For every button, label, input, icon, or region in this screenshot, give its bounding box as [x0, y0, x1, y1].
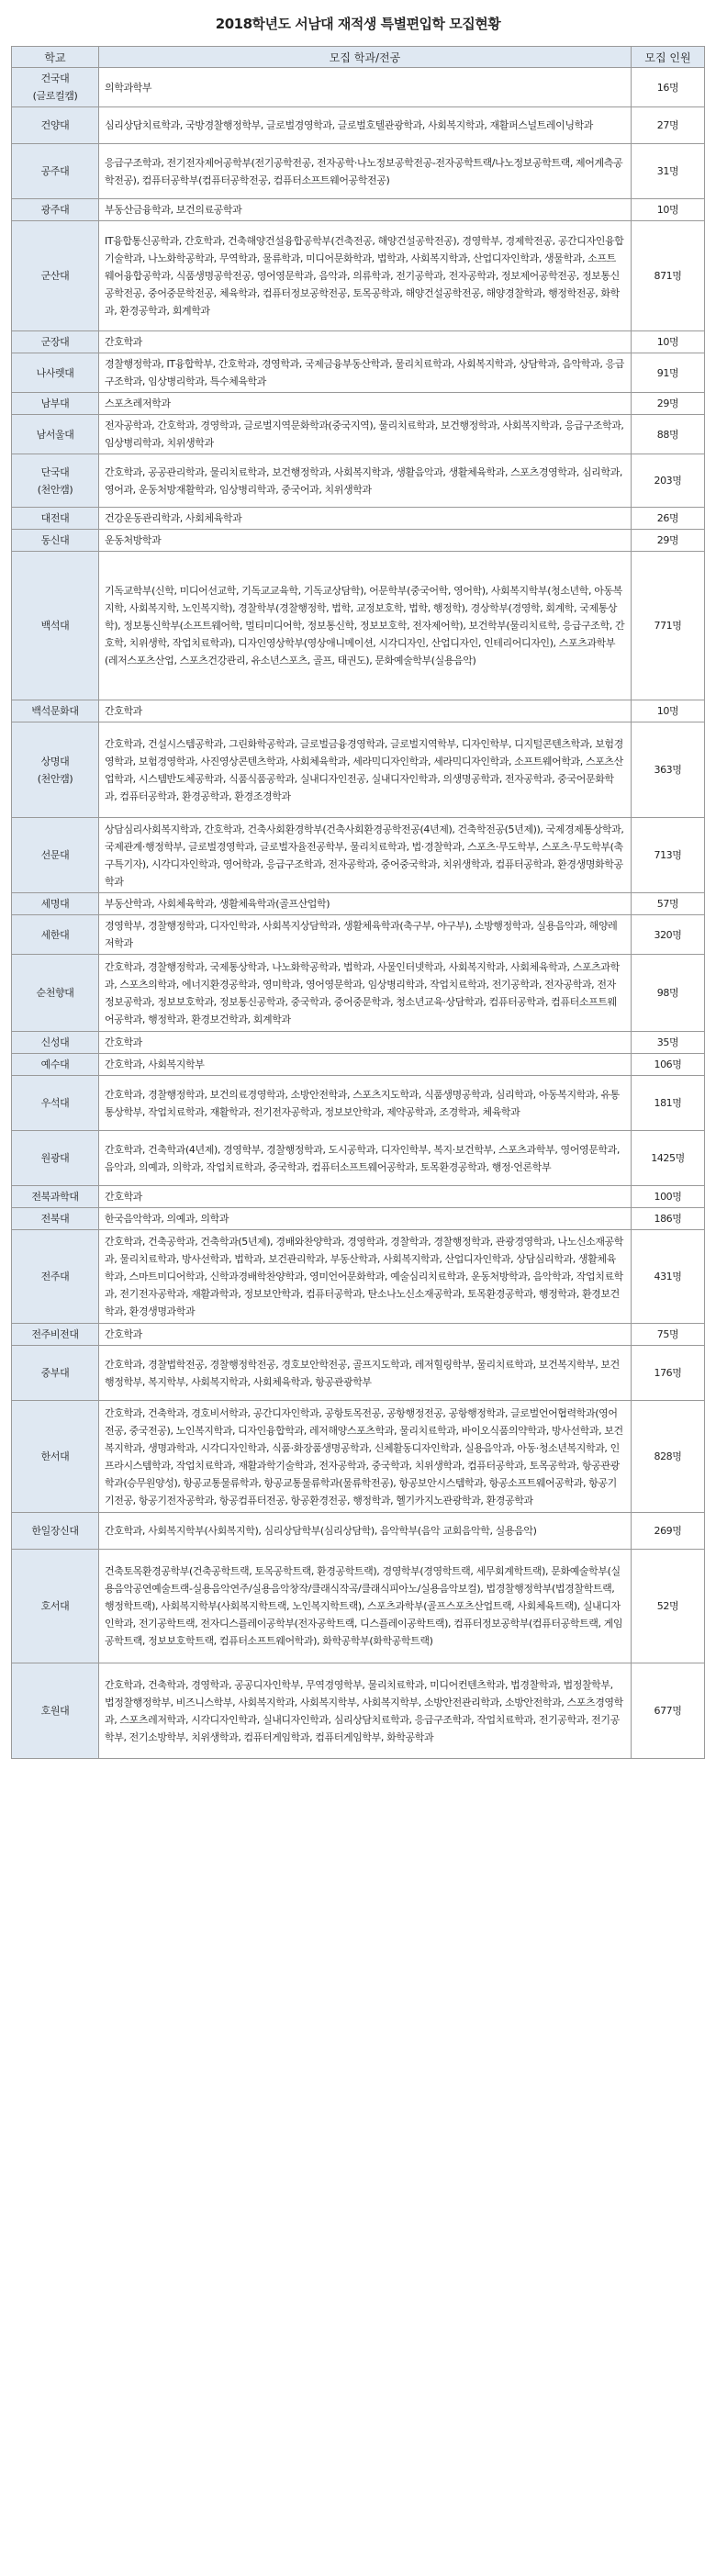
- cell-school: 나사렛대: [12, 353, 99, 393]
- table-row: [12, 1346, 705, 1401]
- table-row: [12, 144, 705, 199]
- cell-school: 전북대: [12, 1208, 99, 1230]
- cell-count: 29명: [632, 393, 705, 415]
- cell-school: 한일장신대: [12, 1513, 99, 1550]
- table-row: [12, 1032, 705, 1054]
- table-row: [12, 415, 705, 454]
- cell-count: 106명: [632, 1054, 705, 1076]
- cell-count: 1425명: [632, 1131, 705, 1186]
- cell-majors: 건축토목환경공학부(건축공학트랙, 토목공학트랙, 환경공학트랙), 경영학부(경영학트랙, 세무회계학트랙), 문화예술학부(실용음악공연예술트랙-실용음악연주/실용음악창작/클래식작곡/클래식피아노/실용음악보컬), 법경찰행정학부(법경찰학트랙, 행정학트랙), 사회복지학부(사회복지학트랙, 노인복지학트랙), 스포츠과학부(골프스포츠산업트랙, 사회체육트랙), 실내디자인학과, 전기공학트랙, 전자디스플레이공학부(전자공학트랙, 디스플레이공학트랙), 컴퓨터정보공학부(컴퓨터공학트랙, 게임공학트랙, 정보보호학트랙, 컴퓨터소프트웨어학과), 화학공학부(화학공학트랙): [99, 1550, 632, 1663]
- cell-school: 세한대: [12, 915, 99, 955]
- cell-school: 대전대: [12, 508, 99, 530]
- cell-majors: 경영학부, 경찰행정학과, 디자인학과, 사회복지상담학과, 생활체육학과(축구부, 야구부), 소방행정학과, 실용음악과, 해양레저학과: [99, 915, 632, 955]
- cell-count: 29명: [632, 530, 705, 552]
- cell-count: 771명: [632, 552, 705, 700]
- cell-count: 100명: [632, 1186, 705, 1208]
- cell-majors: 상담심리사회복지학과, 간호학과, 건축사회환경학부(건축사회환경공학전공(4년제), 건축학전공(5년제)), 국제경제통상학과, 국제관계·행정학부, 글로벌경영학과, 글로벌자율전공학부, 물리치료학과, 법·경찰학과, 스포츠·무도학부, 스포츠·무도학부(축구특기자), 시각디자인학과, 영어학과, 응급구조학과, 전자공학과, 중어중국학과, 치위생학과, 컴퓨터공학과, 환경생명화학공학과: [99, 818, 632, 893]
- cell-school: 백석대: [12, 552, 99, 700]
- cell-majors: 간호학과, 건축학과, 경호비서학과, 공간디자인학과, 공항토목전공, 공항행정전공, 공항행정학과, 글로벌언어협력학과(영어전공, 중국전공), 노인복지학과, 디자인융합학과, 레저해양스포츠학과, 물리치료학과, 바이오식품의약학과, 방사선학과, 보건복지학과, 생명과학과, 시각디자인학과, 식품·화장품생명공학과, 신체활동디자인학과, 실용음악과, 아동·청소년복지학과, 인프라시스템학과, 작업치료학과, 재활과학기술학과, 전자공학과, 중국학과, 치위생학과, 컴퓨터공학과, 토목공학과, 항공관광학과(승무원양성), 항공교통물류학과, 항공교통물류학과(물류학전공), 항공보안시스템학과, 항공소프트웨어공학과, 항공기기전공, 항공기전자공학과, 항공컴퓨터전공, 항공환경전공, 행정학과, 헬기카지노관광학과, 환경공학과: [99, 1401, 632, 1513]
- cell-school: 전주비전대: [12, 1324, 99, 1346]
- cell-majors: 응급구조학과, 전기전자제어공학부(전기공학전공, 전자공학·나노정보공학전공-전자공학트랙/나노정보공학트랙, 제어계측공학전공), 컴퓨터공학부(컴퓨터공학전공, 컴퓨터소프트웨어공학전공): [99, 144, 632, 199]
- cell-count: 10명: [632, 331, 705, 353]
- cell-school: 선문대: [12, 818, 99, 893]
- table-row: [12, 818, 705, 893]
- table-row: [12, 221, 705, 331]
- cell-majors: 전자공학과, 간호학과, 경영학과, 글로벌지역문화학과(중국지역), 물리치료학과, 보건행정학과, 사회복지학과, 응급구조학과, 임상병리학과, 치위생학과: [99, 415, 632, 454]
- table-row: [12, 1550, 705, 1663]
- cell-count: 88명: [632, 415, 705, 454]
- cell-count: 98명: [632, 955, 705, 1032]
- cell-school: 군산대: [12, 221, 99, 331]
- cell-school: 공주대: [12, 144, 99, 199]
- cell-majors: 한국음악학과, 의예과, 의학과: [99, 1208, 632, 1230]
- cell-count: 713명: [632, 818, 705, 893]
- cell-majors: 경찰행정학과, IT융합학부, 간호학과, 경영학과, 국제금융부동산학과, 물리치료학과, 사회복지학과, 상담학과, 음악학과, 응급구조학과, 임상병리학과, 특수체육학과: [99, 353, 632, 393]
- table-row: [12, 508, 705, 530]
- table-row: [12, 1663, 705, 1759]
- table-row: [12, 1513, 705, 1550]
- cell-count: 75명: [632, 1324, 705, 1346]
- cell-count: 677명: [632, 1663, 705, 1759]
- table-row: [12, 199, 705, 221]
- table-row: [12, 454, 705, 508]
- page-title: 2018학년도 서남대 재적생 특별편입학 모집현황: [215, 16, 501, 32]
- table-row: [12, 1131, 705, 1186]
- recruitment-table: [11, 46, 705, 1759]
- header-row: [12, 47, 705, 68]
- table-row: [12, 107, 705, 144]
- cell-count: 52명: [632, 1550, 705, 1663]
- cell-majors: 간호학과, 경찰법학전공, 경찰행정학전공, 경호보안학전공, 골프지도학과, 레저힐링학부, 물리치료학과, 보건복지학부, 보건행정학부, 복지학부, 사회복지학과, 사회체육학과, 항공관광학부: [99, 1346, 632, 1401]
- table-row: [12, 331, 705, 353]
- cell-majors: 간호학과, 건축공학과, 건축학과(5년제), 경배와찬양학과, 경영학과, 경찰학과, 경찰행정학과, 관광경영학과, 나노신소재공학과, 물리치료학과, 방사선학과, 법학과, 보건관리학과, 부동산학과, 사회복지학과, 산업디자인학과, 상담심리학과, 생활체육학과, 스마트미디어학과, 신학과경배학찬양학과, 영미언어문화학과, 예술심리치료학과, 운동처방학과, 음악학과, 작업치료학과, 전기전자공학과, 재활과학과, 정보보안학과, 컴퓨터공학과, 탄소나노신소재공학과, 토목환경공학과, 행정학과, 환경보건학과, 환경생명과학과: [99, 1230, 632, 1324]
- cell-majors: 간호학과, 건축학과, 경영학과, 공공디자인학부, 무역경영학부, 물리치료학과, 미디어컨텐츠학과, 법경찰학과, 법정찰학부, 법정찰행정학부, 비즈니스학부, 사회복지학과, 사회복지학부, 사회복지학부, 소방안전관리학과, 소방안전학과, 스포츠경영학과, 스포츠레저학과, 시각디자인학과, 실내디자인학과, 심리상담치료학과, 응급구조학과, 작업치료학과, 전기공학과, 전기공학부, 전기소방학부, 치위생학과, 컴퓨터게임학과, 컴퓨터게임학부, 화학공학과: [99, 1663, 632, 1759]
- cell-majors: 간호학과, 경찰행정학과, 보건의료경영학과, 소방안전학과, 스포츠지도학과, 식품생명공학과, 심리학과, 아동복지학과, 유통통상학부, 작업치료학과, 재활학과, 전기전자공학과, 정보보안학과, 제약공학과, 조경학과, 체육학과: [99, 1076, 632, 1131]
- cell-school: 남서울대: [12, 415, 99, 454]
- cell-count: 181명: [632, 1076, 705, 1131]
- table-row: [12, 722, 705, 818]
- cell-school: 한서대: [12, 1401, 99, 1513]
- cell-school: 군장대: [12, 331, 99, 353]
- cell-school: 건국대 (글로컬캠): [12, 68, 99, 107]
- table-row: [12, 1208, 705, 1230]
- cell-count: 363명: [632, 722, 705, 818]
- cell-majors: 간호학과, 공공관리학과, 물리치료학과, 보건행정학과, 사회복지학과, 생활음악과, 생활체육학과, 스포츠경영학과, 심리학과, 영어과, 운동처방재활학과, 임상병리학과, 중국어과, 치위생학과: [99, 454, 632, 508]
- cell-school: 동신대: [12, 530, 99, 552]
- cell-majors: 기독교학부(신학, 미디어선교학, 기독교교육학, 기독교상담학), 어문학부(중국어학, 영어학), 사회복지학부(청소년학, 아동복지학, 사회복지학, 노인복지학), 경찰학부(경찰행정학, 법학, 교정보호학, 법학, 행정학), 경상학부(경영학, 회계학, 국제통상학), 정보통신학부(소프트웨어학, 멀티미디어학, 정보통신학, 정보보호학, 전자제어학), 보건학부(물리치료학, 응급구조학, 간호학, 치위생학, 작업치료학과), 디자인영상학부(영상애니메이션, 시각디자인, 산업디자인, 인테리어디자인), 스포츠과학부(레저스포츠산업, 스포츠건강관리, 유소년스포츠, 골프, 태권도), 문화예술학부(실용음악): [99, 552, 632, 700]
- table-row: [12, 393, 705, 415]
- cell-majors: 간호학과: [99, 700, 632, 722]
- cell-majors: 부동산금융학과, 보건의료공학과: [99, 199, 632, 221]
- table-header: [12, 47, 705, 68]
- cell-majors: 간호학과: [99, 1186, 632, 1208]
- table-row: [12, 1324, 705, 1346]
- cell-majors: 간호학과: [99, 1324, 632, 1346]
- cell-school: 건양대: [12, 107, 99, 144]
- cell-majors: 간호학과, 건축학과(4년제), 경영학부, 경찰행정학과, 도시공학과, 디자인학부, 복지·보건학부, 스포츠과학부, 영어영문학과, 음악과, 의예과, 의학과, 작업치료학과, 중국학과, 컴퓨터소프트웨어공학과, 토목환경공학과, 행정·언론학부: [99, 1131, 632, 1186]
- header-count: 모집 인원: [632, 47, 705, 68]
- cell-school: 순천향대: [12, 955, 99, 1032]
- table-row: [12, 1054, 705, 1076]
- cell-school: 전북과학대: [12, 1186, 99, 1208]
- cell-count: 16명: [632, 68, 705, 107]
- table-row: [12, 915, 705, 955]
- cell-count: 269명: [632, 1513, 705, 1550]
- cell-school: 호원대: [12, 1663, 99, 1759]
- header-school: 학교: [12, 47, 99, 68]
- cell-school: 중부대: [12, 1346, 99, 1401]
- cell-count: 27명: [632, 107, 705, 144]
- cell-majors: 간호학과, 건설시스템공학과, 그린화학공학과, 글로벌금융경영학과, 글로벌지역학부, 디자인학부, 디지털콘텐츠학과, 보험경영학과, 보험경영학과, 사진영상콘텐츠학과, 사회체육학과, 세라믹디자인학과, 세라믹디자인학과, 소프트웨어학과, 스포츠산업학과, 시스템반도체공학과, 식품식품공학과, 실내디자인전공, 실내디자인학과, 의생명공학과, 전자공학과, 중국어문화학과, 컴퓨터공학과, 환경공학과, 환경조경학과: [99, 722, 632, 818]
- cell-count: 320명: [632, 915, 705, 955]
- cell-count: 203명: [632, 454, 705, 508]
- cell-school: 백석문화대: [12, 700, 99, 722]
- cell-count: 10명: [632, 199, 705, 221]
- cell-count: 91명: [632, 353, 705, 393]
- cell-school: 우석대: [12, 1076, 99, 1131]
- cell-count: 186명: [632, 1208, 705, 1230]
- cell-majors: 운동처방학과: [99, 530, 632, 552]
- table-row: [12, 893, 705, 915]
- table-row: [12, 353, 705, 393]
- cell-school: 예수대: [12, 1054, 99, 1076]
- table-row: [12, 700, 705, 722]
- cell-school: 원광대: [12, 1131, 99, 1186]
- cell-majors: 건강운동관리학과, 사회체육학과: [99, 508, 632, 530]
- cell-count: 828명: [632, 1401, 705, 1513]
- cell-school: 남부대: [12, 393, 99, 415]
- cell-count: 10명: [632, 700, 705, 722]
- table-row: [12, 530, 705, 552]
- cell-count: 871명: [632, 221, 705, 331]
- table-row: [12, 1401, 705, 1513]
- table-row: [12, 955, 705, 1032]
- cell-majors: 간호학과, 사회복지학부(사회복지학), 심리상담학부(심리상담학), 음악학부(음악 교회음악학, 실용음악): [99, 1513, 632, 1550]
- cell-school: 신성대: [12, 1032, 99, 1054]
- header-majors: 모집 학과/전공: [99, 47, 632, 68]
- cell-majors: 간호학과: [99, 1032, 632, 1054]
- cell-majors: IT융합통신공학과, 간호학과, 건축해양건설융합공학부(건축전공, 해양건설공학전공), 경영학부, 경제학전공, 공간디자인융합기술학과, 나노화학공학과, 무역학과, 물류학과, 미디어문화학과, 법학과, 사회복지학과, 산업디자인학과, 생물학과, 소프트웨어융합공학과, 식품생명공학전공, 영어영문학과, 음악과, 의류학과, 전기공학과, 전자공학과, 정보제어공학전공, 정보통신공학전공, 중어중문학전공, 체육학과, 컴퓨터정보공학전공, 토목공학과, 해양건설공학전공, 해양경찰학과, 행정학전공, 화학과, 환경공학과, 회계학과: [99, 221, 632, 331]
- cell-majors: 의학과학부: [99, 68, 632, 107]
- table-body: [12, 68, 705, 1759]
- cell-majors: 간호학과, 경찰행정학과, 국제통상학과, 나노화학공학과, 법학과, 사물인터넷학과, 사회복지학과, 사회체육학과, 스포츠과학과, 스포츠의학과, 에너지환경공학과, 영미학과, 영어영문학과, 임상병리학과, 작업치료학과, 전기공학과, 전자공학과, 전자정보공학과, 정보보호학과, 정보통신공학과, 중국학과, 중어중문학과, 청소년교육·상담학과, 컴퓨터공학과, 컴퓨터소프트웨어공학과, 행정학과, 환경보건학과, 회계학과: [99, 955, 632, 1032]
- cell-school: 세명대: [12, 893, 99, 915]
- cell-majors: 부동산학과, 사회체육학과, 생활체육학과(골프산업학): [99, 893, 632, 915]
- cell-count: 431명: [632, 1230, 705, 1324]
- cell-count: 57명: [632, 893, 705, 915]
- cell-count: 176명: [632, 1346, 705, 1401]
- cell-majors: 심리상담치료학과, 국방경찰행정학부, 글로벌경영학과, 글로벌호텔관광학과, 사회복지학과, 재활퍼스널트레이닝학과: [99, 107, 632, 144]
- cell-school: 호서대: [12, 1550, 99, 1663]
- cell-school: 광주대: [12, 199, 99, 221]
- table-row: [12, 68, 705, 107]
- cell-school: 전주대: [12, 1230, 99, 1324]
- cell-count: 35명: [632, 1032, 705, 1054]
- table-row: [12, 1186, 705, 1208]
- cell-school: 단국대 (천안캠): [12, 454, 99, 508]
- table-row: [12, 552, 705, 700]
- cell-count: 31명: [632, 144, 705, 199]
- cell-majors: 간호학과, 사회복지학부: [99, 1054, 632, 1076]
- cell-majors: 스포츠레저학과: [99, 393, 632, 415]
- table-row: [12, 1076, 705, 1131]
- cell-count: 26명: [632, 508, 705, 530]
- table-row: [12, 1230, 705, 1324]
- cell-majors: 간호학과: [99, 331, 632, 353]
- cell-school: 상명대 (천안캠): [12, 722, 99, 818]
